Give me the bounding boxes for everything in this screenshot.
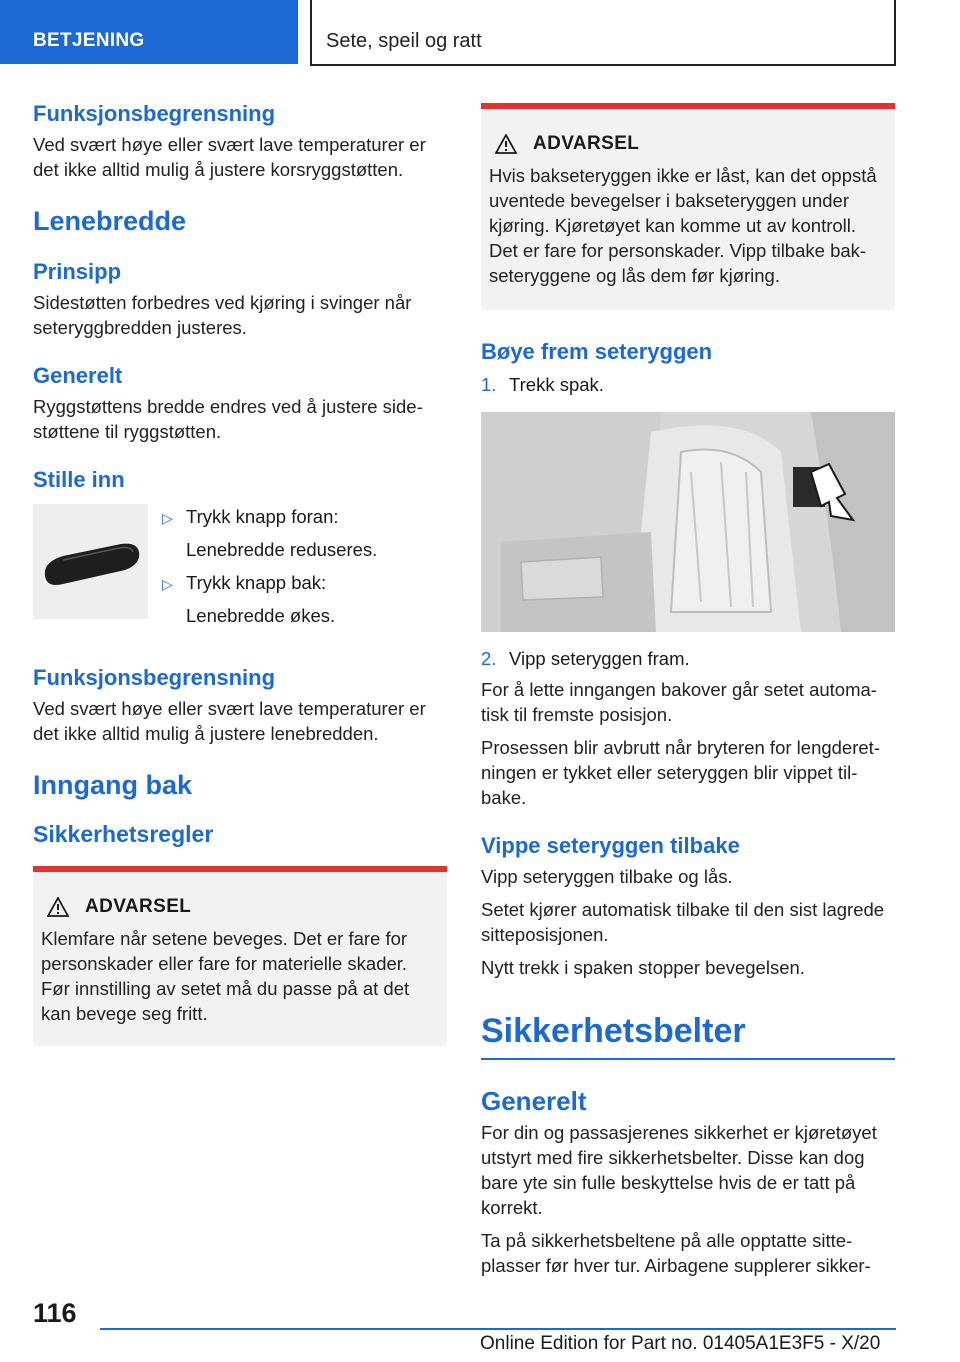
header-section-tab <box>0 0 298 64</box>
warning-title-text: ADVARSEL <box>85 896 192 917</box>
text-prinsipp: Sidestøtten forbedres ved kjøring i svinger når seteryggbredden justeres. <box>33 292 412 338</box>
left-column <box>33 100 447 1046</box>
heading-funksjonsbegrensning-2: Funksjonsbegrensning <box>33 665 276 690</box>
warning-box-left <box>33 866 447 1046</box>
heading-vippe-tilbake: Vippe seteryggen tilbake <box>481 833 740 858</box>
seat-photo <box>481 412 895 632</box>
warning-text: Klemfare når setene beveges. Det er fare for personskader eller fare for materielle skader. Før innstilling av setet må du passe på at det kan bevege seg fritt. <box>41 928 410 1024</box>
heading-sikkerhetsregler: Sikkerhetsregler <box>33 821 214 847</box>
heading-prinsipp: Prinsipp <box>33 259 122 284</box>
bullet-title: Trykk knapp bak: <box>186 572 327 593</box>
heading-lenebredde: Lenebredde <box>33 206 187 236</box>
step-number: 2. <box>481 648 497 669</box>
rear-seat-lever-image <box>481 412 895 632</box>
step-text: Vipp seteryggen fram. <box>509 648 690 669</box>
button-photo <box>33 504 148 619</box>
header-chapter-label: Sete, speil og ratt <box>326 30 482 52</box>
text-funksjonsbegrensning-2: Ved svært høye eller svært lave temperaturer er det ikke alltid mulig å justere lenebredden. <box>33 698 426 744</box>
step-1 <box>481 372 895 397</box>
heading-sikkerhetsbelter: Sikkerhetsbelter <box>481 1012 746 1050</box>
heading-funksjonsbegrensning-1: Funksjonsbegrensning <box>33 101 276 126</box>
text-nytt: Nytt trekk i spaken stopper bevegelsen. <box>481 957 805 978</box>
step-number: 1. <box>481 374 497 395</box>
bullet-sub: Lenebredde reduseres. <box>186 539 378 560</box>
bullet-item <box>162 504 377 531</box>
warning-text: Hvis bakseteryggen ikke er låst, kan det oppstå uventede bevegelser i bakseteryggen under kjøring. Kjøretøyet kan komme ut av kontroll. Det er fare for personskader. Vipp tilbake bakseteryggene og lås dem før kjøring. <box>489 165 877 286</box>
triangle-bullet-icon: ▷ <box>162 576 173 592</box>
sikkerhetsbelter-heading-block <box>481 1010 895 1060</box>
text-funksjonsbegrensning-1: Ved svært høye eller svært lave temperaturer er det ikke alltid mulig å justere korsryggstøtten. <box>33 134 426 180</box>
heading-generelt: Generelt <box>33 363 123 388</box>
text-lette: For å lette inngangen bakover går setet automatisk til fremste posisjon. <box>481 679 877 725</box>
bullet-list <box>148 504 377 636</box>
text-tapa: Ta på sikkerhetsbeltene på alle opptatte sitteplasser før hver tur. Airbagene supplerer sikker- <box>481 1230 871 1276</box>
footer-edition: Online Edition for Part no. 01405A1E3F5 - X/20 <box>480 1333 881 1354</box>
step-2 <box>481 646 895 671</box>
right-column <box>481 103 895 1278</box>
heading-generelt-belter: Generelt <box>481 1086 587 1116</box>
warning-title-text: ADVARSEL <box>533 133 640 154</box>
bullet-title: Trykk knapp foran: <box>186 506 339 527</box>
header-section-label: BETJENING <box>33 30 145 51</box>
warning-triangle-icon <box>495 134 517 154</box>
bullet-item <box>162 570 377 597</box>
step-text: Trekk spak. <box>509 374 604 395</box>
warning-box-right <box>481 103 895 310</box>
heading-inngang-bak: Inngang bak <box>33 770 193 800</box>
warning-title <box>41 896 439 918</box>
warning-triangle-icon <box>47 897 69 917</box>
text-vipp: Vipp seteryggen tilbake og lås. <box>481 866 733 887</box>
stille-inn-block <box>33 504 447 636</box>
text-prosessen: Prosessen blir avbrutt når bryteren for lengderetningen er tykket eller seteryggen blir vippet tilbake. <box>481 737 880 808</box>
page-number: 116 <box>33 1298 77 1328</box>
text-setet: Setet kjører automatisk tilbake til den sist lagrede sitteposisjonen. <box>481 899 885 945</box>
heading-boye-frem: Bøye frem seteryggen <box>481 339 713 364</box>
warning-title <box>489 133 887 155</box>
seat-width-button-icon <box>33 504 148 619</box>
footer-divider <box>100 1328 896 1330</box>
header-chapter-tab <box>310 0 896 66</box>
text-fordin: For din og passasjerenes sikkerhet er kjøretøyet utstyrt med fire sikkerhetsbelter. Disse kan dog bare yte sin fulle beskyttelse hvis de er tatt på korrekt. <box>481 1122 877 1218</box>
text-generelt: Ryggstøttens bredde endres ved å justere sidestøttene til ryggstøtten. <box>33 396 423 442</box>
triangle-bullet-icon: ▷ <box>162 510 173 526</box>
heading-stille-inn: Stille inn <box>33 467 125 492</box>
bullet-sub: Lenebredde økes. <box>186 605 336 626</box>
